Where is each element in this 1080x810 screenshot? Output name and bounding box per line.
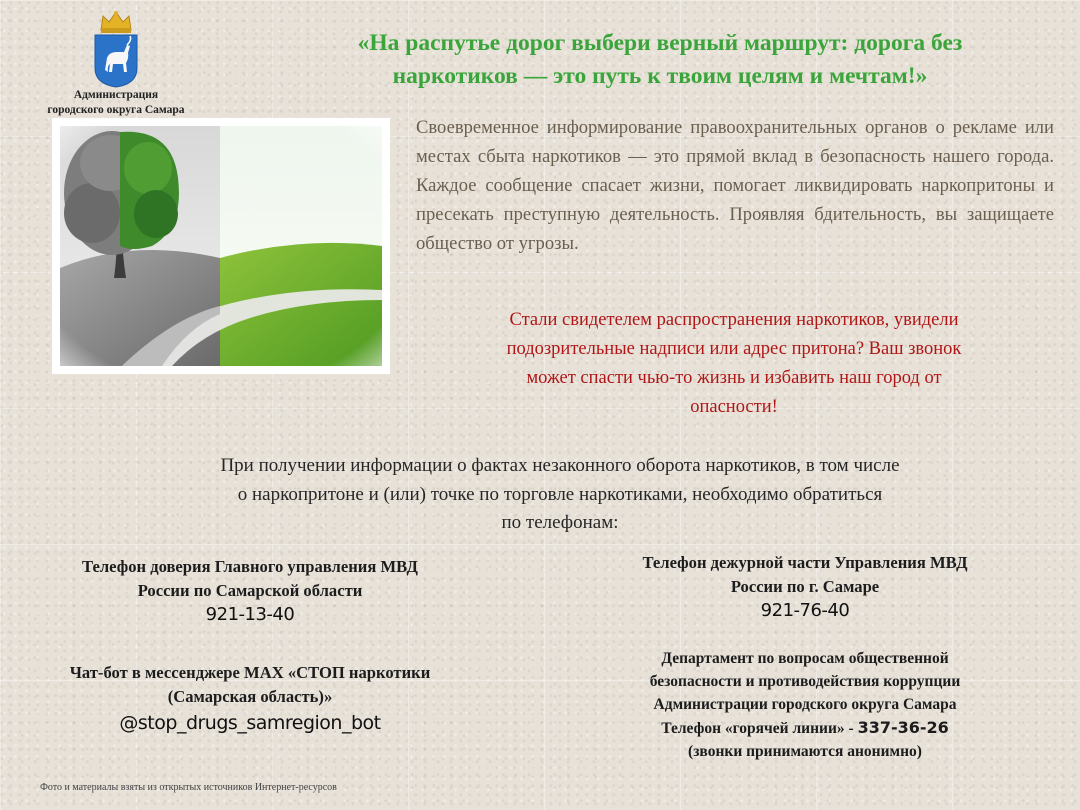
department-line: безопасности и противодействия коррупции: [649, 673, 961, 690]
department-note: (звонки принимаются анонимно): [688, 743, 922, 760]
intro-paragraph: Своевременное информирование правоохранительных органов о рекламе или местах сбыта наркотиков — это прямой вклад в безопасность нашего города. Каждое сообщение спасает жизни, помогает ликвидировать наркопритоны и пресекать преступную деятельность. Проявляя бдительность, вы защищаете общество от угрозы.: [416, 117, 1054, 254]
appeal-line: подозрительные надписи или адрес притона? Ваш звонок: [506, 339, 962, 359]
appeal-line: может спасти чью-то жизнь и избавить наш город от: [526, 368, 942, 388]
headline: [300, 27, 1020, 93]
department-line: Департамент по вопросам общественной: [661, 650, 949, 667]
samara-coat-of-arms-icon: [91, 8, 141, 88]
department-hotline-label: Телефон «горячей линии» -: [661, 720, 858, 737]
department-hotline: [590, 716, 1020, 740]
contact-intro-line: о наркопритоне и (или) точке по торговле наркотиками, необходимо обратиться: [237, 483, 883, 505]
chatbot-block: [25, 661, 475, 737]
mvd-hotline-block: [25, 555, 475, 627]
tree-road-dark-light-image: [52, 118, 390, 374]
duty-title: России по г. Самаре: [730, 577, 880, 596]
duty-phone[interactable]: 921-76-40: [760, 600, 850, 621]
duty-title: Телефон дежурной части Управления МВД: [642, 553, 968, 572]
appeal-paragraph: [418, 306, 1050, 422]
admin-caption-line: Администрация: [73, 89, 159, 101]
admin-caption-line: городского округа Самара: [47, 104, 185, 116]
headline-line: наркотиков — это путь к твоим целям и мечтам!»: [392, 63, 928, 89]
department-block: [590, 647, 1020, 763]
contact-intro-line: При получении информации о фактах незаконного оборота наркотиков, в том числе: [220, 455, 900, 476]
appeal-line: опасности!: [690, 397, 778, 417]
appeal-line: Стали свидетелем распространения наркотиков, увидели: [509, 310, 959, 330]
admin-caption: [10, 88, 222, 118]
department-hotline-phone[interactable]: 337-36-26: [857, 718, 949, 737]
chatbot-title: (Самарская область)»: [167, 687, 333, 706]
headline-line: «На распутье дорог выбери верный маршрут: дорога без: [357, 30, 963, 56]
duty-phone-block: [585, 551, 1025, 623]
contact-intro: [110, 452, 1010, 538]
contact-intro-line: по телефонам:: [501, 512, 619, 533]
hotline-title: России по Самарской области: [137, 581, 363, 600]
source-footnote: Фото и материалы взяты из открытых источников Интернет-ресурсов: [40, 782, 337, 793]
chatbot-handle[interactable]: @stop_drugs_samregion_bot: [119, 712, 381, 734]
hotline-phone[interactable]: 921-13-40: [205, 604, 295, 625]
hotline-title: Телефон доверия Главного управления МВД: [82, 557, 418, 576]
chatbot-title: Чат-бот в мессенджере МАХ «СТОП наркотики: [69, 663, 431, 682]
department-line: Администрации городского округа Самара: [653, 696, 957, 713]
